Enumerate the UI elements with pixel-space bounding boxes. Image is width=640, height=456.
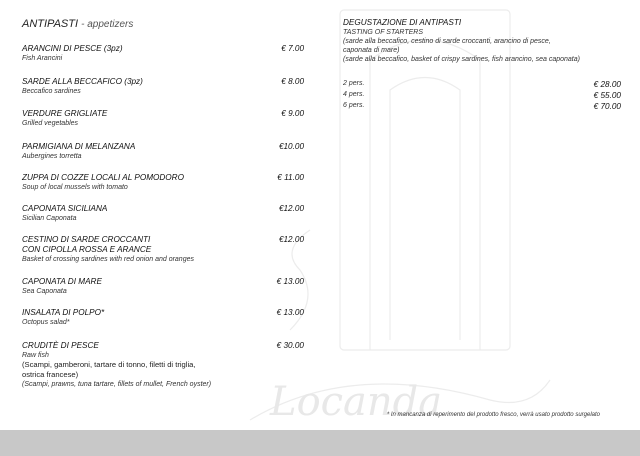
menu-item	[22, 277, 304, 296]
tasting-price-tiers	[343, 80, 621, 113]
item-description: Octopus salad*	[22, 319, 70, 326]
menu-item	[22, 173, 304, 192]
tier-price: € 70.00	[593, 102, 621, 111]
item-name: CRUDITÈ DI PESCE	[22, 341, 99, 350]
menu-item	[22, 235, 304, 264]
item-name: PARMIGIANA DI MELANZANA	[22, 142, 136, 151]
tier-label: 2 pers.	[343, 80, 365, 87]
item-description: Soup of local mussels with tomato	[22, 184, 128, 191]
menu-item	[22, 204, 304, 223]
item-price: € 13.00	[276, 308, 304, 317]
item-price: €12.00	[278, 235, 304, 244]
tier-label: 6 pers.	[343, 102, 365, 109]
tasting-description-it-cont: caponata di mare)	[343, 47, 400, 54]
item-name: ARANCINI DI PESCE (3pz)	[22, 44, 123, 53]
item-name: CAPONATA DI MARE	[22, 277, 102, 286]
item-price: € 11.00	[277, 173, 304, 182]
item-price: € 7.00	[281, 44, 304, 53]
item-description: Basket of crossing sardines with red onion and oranges	[22, 256, 194, 263]
svg-text:Locanda: Locanda	[270, 379, 443, 425]
item-price: € 30.00	[276, 341, 304, 350]
item-description: Grilled vegetables	[22, 120, 79, 127]
price-tier	[343, 102, 621, 113]
item-price: € 8.00	[281, 77, 304, 86]
item-description-it-cont: ostrica francese)	[22, 370, 79, 379]
item-description: Sicilian Caponata	[22, 215, 77, 222]
menu-item	[22, 142, 304, 161]
bottom-band	[0, 430, 640, 456]
item-description: Aubergines torretta	[22, 153, 82, 160]
item-name: VERDURE GRIGLIATE	[22, 109, 108, 118]
item-name: SARDE ALLA BECCAFICO (3pz)	[22, 77, 143, 86]
tasting-description-it: (sarde alla beccafico, cestino di sarde croccanti, arancino di pesce,	[343, 38, 551, 45]
price-tier	[343, 80, 621, 91]
menu-item	[22, 109, 304, 128]
item-name: CESTINO DI SARDE CROCCANTI	[22, 235, 151, 244]
section-title-text: ANTIPASTI	[22, 18, 79, 30]
item-price: € 13.00	[276, 277, 304, 286]
menu-item	[22, 77, 304, 96]
tasting-title: DEGUSTAZIONE DI ANTIPASTI	[343, 18, 462, 27]
tier-price: € 55.00	[593, 91, 621, 100]
item-description: Sea Caponata	[22, 288, 67, 295]
section-title	[22, 18, 133, 30]
item-name: ZUPPA DI COZZE LOCALI AL POMODORO	[22, 173, 184, 182]
item-description: Raw fish	[22, 352, 49, 359]
item-name: INSALATA DI POLPO*	[22, 308, 105, 317]
menu-item	[22, 308, 304, 327]
tier-label: 4 pers.	[343, 91, 365, 98]
tier-price: € 28.00	[593, 80, 621, 89]
tasting-menu	[343, 18, 623, 64]
item-price: €10.00	[278, 142, 304, 151]
tasting-description-en: (sarde alla beccafico, basket of crispy sardines, fish arancino, sea caponata)	[343, 56, 580, 63]
item-description-en: (Scampi, prawns, tuna tartare, fillets of mullet, French oyster)	[22, 381, 212, 388]
price-tier	[343, 91, 621, 102]
menu-item	[22, 341, 304, 389]
tasting-subtitle: TASTING OF STARTERS	[343, 29, 423, 36]
menu-item	[22, 44, 304, 63]
item-name: CAPONATA SICILIANA	[22, 204, 108, 213]
footnote: * In mancanza di reperimento del prodotto fresco, verrà usato prodotto surgelato	[386, 412, 600, 418]
section-subtitle: - appetizers	[81, 19, 134, 30]
item-description: Beccafico sardines	[22, 88, 81, 95]
item-name-line2: CON CIPOLLA ROSSA E ARANCE	[22, 245, 152, 254]
item-description-it: (Scampi, gamberoni, tartare di tonno, filetti di triglia,	[22, 360, 196, 369]
item-price: €12.00	[278, 204, 304, 213]
item-description: Fish Arancini	[22, 55, 63, 62]
item-price: € 9.00	[281, 109, 304, 118]
